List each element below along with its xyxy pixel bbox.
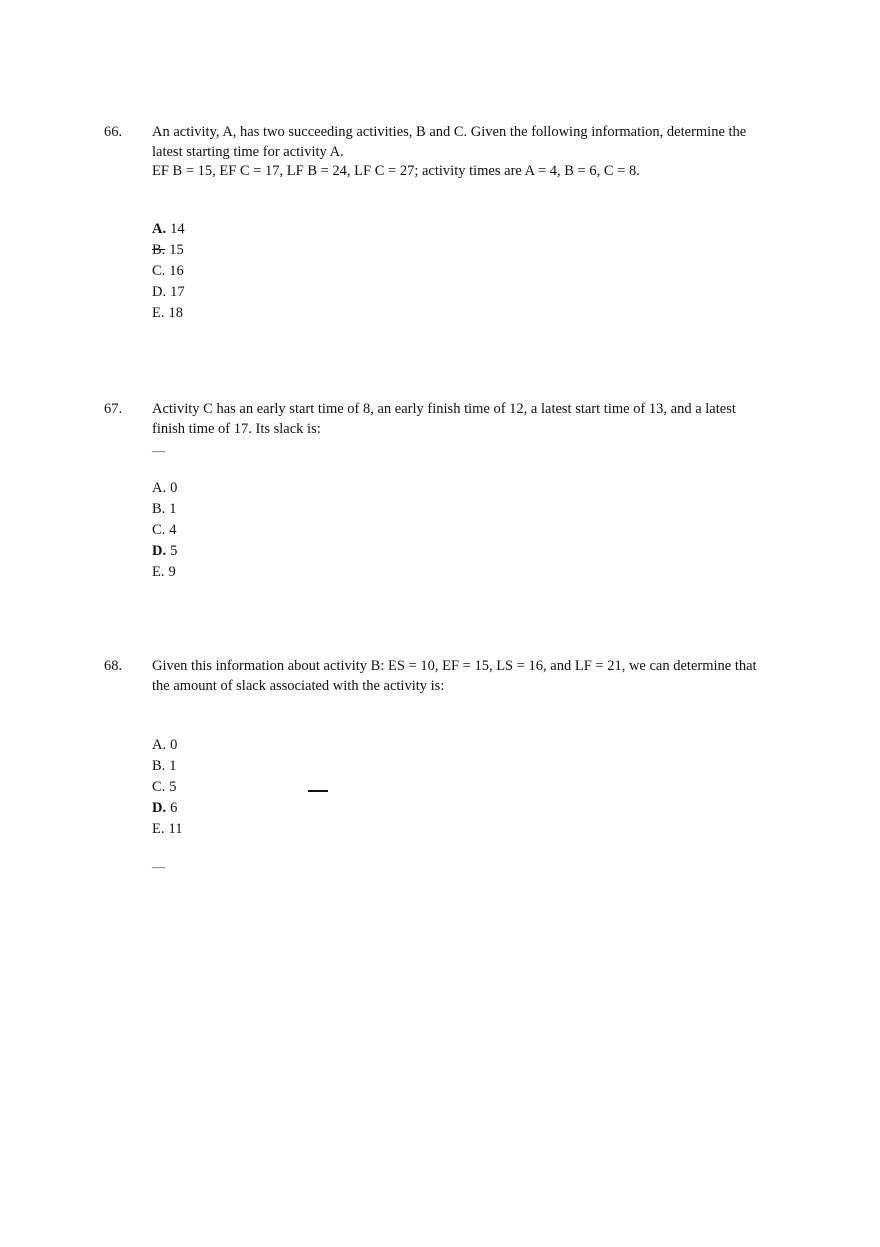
question-line: Given this information about activity B: ES = 10, EF = 15, LS = 16, and LF = 21, we can determine that [152, 658, 757, 674]
option-c: C. 16 [152, 263, 184, 279]
question-line: An activity, A, has two succeeding activities, B and C. Given the following information, determine the [152, 124, 747, 140]
answer-dash: — [152, 443, 165, 458]
option-b: B. 1 [152, 501, 177, 517]
question-number: 66. [104, 124, 123, 140]
option-d: D. 5 [152, 543, 178, 559]
option-d: D. 6 [152, 800, 178, 816]
answer-options [152, 735, 182, 840]
option-b: B. 1 [152, 758, 177, 774]
answer-options [152, 219, 185, 324]
question-line: latest starting time for activity A. [152, 143, 344, 160]
option-e: E. 9 [152, 564, 176, 580]
answer-options [152, 478, 177, 583]
answer-blank-line [308, 790, 328, 792]
option-b: B. 15 [152, 242, 184, 258]
question-line: Activity C has an early start time of 8, an early finish time of 12, a latest start time of 13, and a latest [152, 401, 736, 417]
option-a: A. 0 [152, 480, 178, 496]
option-c: C. 4 [152, 522, 177, 538]
question-number: 67. [104, 401, 123, 417]
question-text [152, 657, 782, 696]
option-d: D. 17 [152, 284, 185, 300]
question-text [152, 400, 782, 439]
option-c: C. 5 [152, 779, 177, 795]
option-e: E. 11 [152, 821, 183, 837]
option-a: A. 14 [152, 221, 185, 237]
question-line: finish time of 17. Its slack is: [152, 420, 321, 437]
answer-dash: — [152, 859, 165, 874]
question-line: EF B = 15, EF C = 17, LF B = 24, LF C = 27; activity times are A = 4, B = 6, C = 8. [152, 163, 640, 179]
question-text [152, 123, 782, 182]
option-a: A. 0 [152, 737, 178, 753]
question-number: 68. [104, 658, 123, 674]
question-line: the amount of slack associated with the activity is: [152, 677, 445, 694]
option-e: E. 18 [152, 305, 183, 321]
